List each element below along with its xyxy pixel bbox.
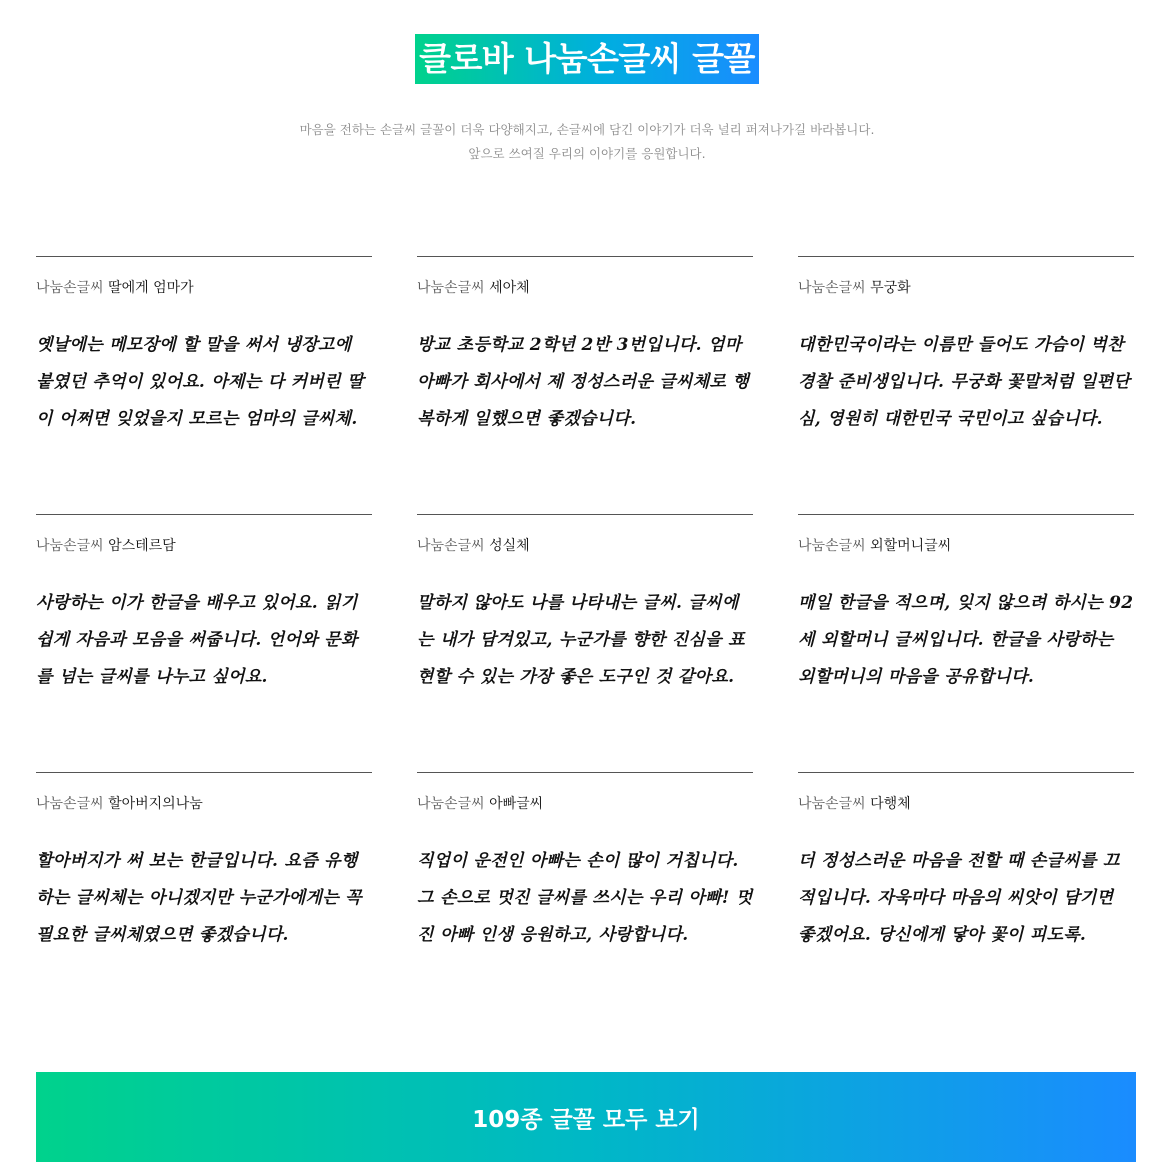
font-card-label xyxy=(36,793,372,813)
font-card-label xyxy=(417,793,753,813)
font-card-label xyxy=(36,277,372,297)
font-sample-text: 옛날에는 메모장에 할 말을 써서 냉장고에 붙였던 추억이 있어요. 아제는 다 커버린 딸이 어쩌면 잊었을지 모르는 엄마의 글씨체. xyxy=(36,335,364,429)
font-family-prefix: 나눔손글씨 xyxy=(36,538,104,554)
font-sample-text: 매일 한글을 적으며, 잊지 않으려 하시는 92세 외할머니 글씨입니다. 한글을 사랑하는 외할머니의 마음을 공유합니다. xyxy=(798,593,1134,687)
subtitle-line: 마음을 전하는 손글씨 글꼴이 더욱 다양해지고, 손글씨에 담긴 이야기가 더욱 널리 퍼져나가길 바라봅니다. xyxy=(299,122,875,137)
font-card[interactable] xyxy=(798,514,1134,772)
view-all-fonts-label: 109종 글꼴 모두 보기 xyxy=(472,1106,700,1133)
font-sample-text: 할아버지가 써 보는 한글입니다. 요즘 유행하는 글씨체는 아니겠지만 누군가에게는 꼭 필요한 글씨체였으면 좋겠습니다. xyxy=(36,851,362,945)
font-name: 세아체 xyxy=(489,280,530,296)
font-sample-text: 말하지 않아도 나를 나타내는 글씨. 글씨에는 내가 담겨있고, 누군가를 향한 진심을 표현할 수 있는 가장 좋은 도구인 것 같아요. xyxy=(417,593,745,687)
font-sample-text: 사랑하는 이가 한글을 배우고 있어요. 읽기 쉽게 자음과 모음을 써줍니다. 언어와 문화를 넘는 글씨를 나누고 싶어요. xyxy=(36,593,358,687)
font-card-label xyxy=(798,277,1134,297)
page-title: 클로바 나눔손글씨 글꼴 xyxy=(415,34,759,84)
font-family-prefix: 나눔손글씨 xyxy=(417,280,485,296)
font-sample-text: 직업이 운전인 아빠는 손이 많이 거칩니다. 그 손으로 멋진 글씨를 쓰시는 우리 아빠! 멋진 아빠 인생 응원하고, 사랑합니다. xyxy=(417,851,753,945)
view-all-fonts-button[interactable] xyxy=(36,1072,1136,1162)
subtitle-line: 앞으로 쓰여질 우리의 이야기를 응원합니다. xyxy=(468,146,706,161)
font-card-label xyxy=(417,535,753,555)
font-card[interactable] xyxy=(798,256,1134,514)
font-card[interactable] xyxy=(417,256,753,514)
font-card[interactable] xyxy=(36,514,372,772)
font-name: 딸에게 엄마가 xyxy=(108,280,194,296)
page-header xyxy=(0,34,1174,84)
font-name: 다행체 xyxy=(870,796,911,812)
font-name: 암스테르담 xyxy=(108,538,176,554)
font-sample-text: 대한민국이라는 이름만 들어도 가슴이 벅찬 경찰 준비생입니다. 무궁화 꽃말처럼 일편단심, 영원히 대한민국 국민이고 싶습니다. xyxy=(798,335,1131,429)
font-name: 할아버지의나눔 xyxy=(108,796,203,812)
font-family-prefix: 나눔손글씨 xyxy=(798,538,866,554)
font-family-prefix: 나눔손글씨 xyxy=(798,796,866,812)
font-family-prefix: 나눔손글씨 xyxy=(417,796,485,812)
font-family-prefix: 나눔손글씨 xyxy=(417,538,485,554)
font-card[interactable] xyxy=(417,772,753,1030)
font-sample-text: 방교 초등학교 2학년 2반 3번입니다. 엄마 아빠가 회사에서 제 정성스러운 글씨체로 행복하게 일했으면 좋겠습니다. xyxy=(417,335,750,429)
font-card-label xyxy=(798,793,1134,813)
font-card[interactable] xyxy=(36,772,372,1030)
font-card-grid xyxy=(36,256,1136,1030)
font-card[interactable] xyxy=(417,514,753,772)
font-card-label xyxy=(417,277,753,297)
font-name: 성실체 xyxy=(489,538,530,554)
font-family-prefix: 나눔손글씨 xyxy=(36,796,104,812)
font-card-label xyxy=(798,535,1134,555)
font-card[interactable] xyxy=(36,256,372,514)
font-family-prefix: 나눔손글씨 xyxy=(798,280,866,296)
font-name: 무궁화 xyxy=(870,280,911,296)
font-name: 아빠글씨 xyxy=(489,796,544,812)
font-name: 외할머니글씨 xyxy=(870,538,952,554)
font-card-label xyxy=(36,535,372,555)
font-family-prefix: 나눔손글씨 xyxy=(36,280,104,296)
page-subtitle xyxy=(0,118,1174,166)
font-card[interactable] xyxy=(798,772,1134,1030)
font-sample-text: 더 정성스러운 마음을 전할 때 손글씨를 끄적입니다. 자욱마다 마음의 씨앗이 담기면 좋겠어요. 당신에게 닿아 꽃이 피도록. xyxy=(798,851,1120,945)
